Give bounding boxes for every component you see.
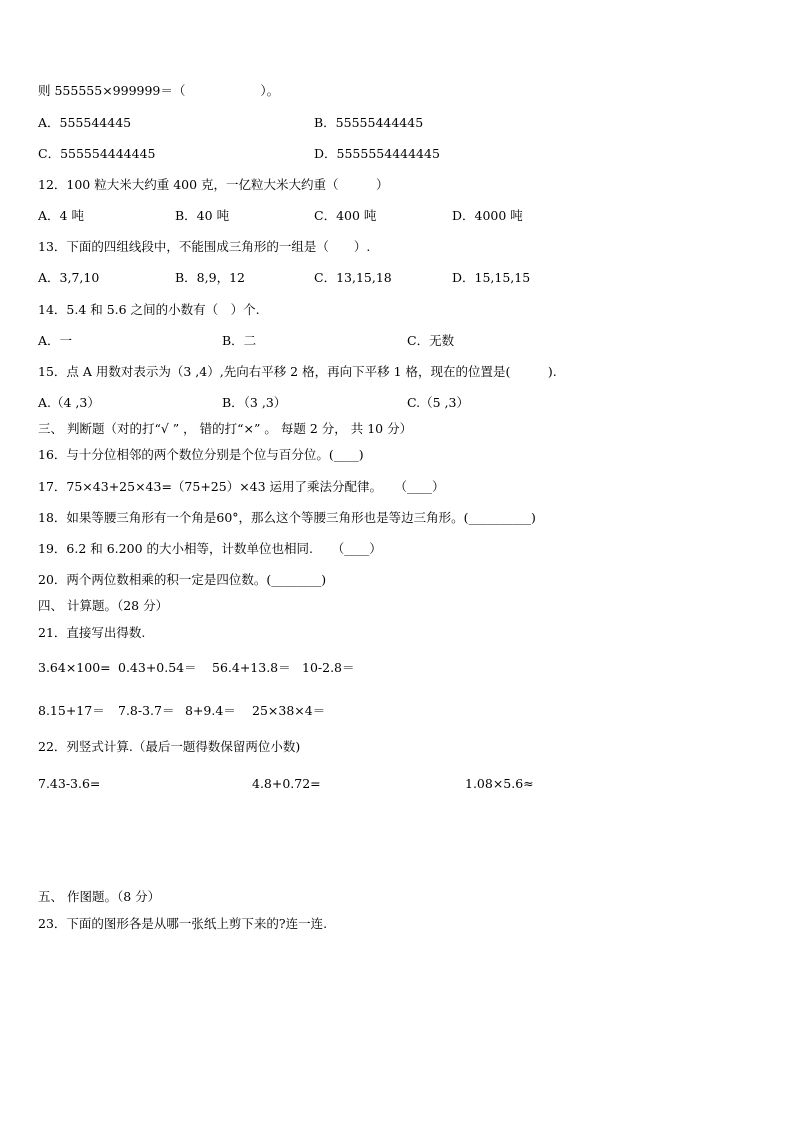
question-11-continuation: 则 555555×999999＝（ ）。	[38, 83, 280, 98]
section-3-heading: 三、 判断题（对的打“√ ” ， 错的打“×” 。 每题 2 分， 共 10 分）	[38, 421, 413, 436]
question-21-stem: 21．直接写出得数.	[38, 625, 146, 640]
question-18: 18．如果等腰三角形有一个角是60°，那么这个等腰三角形也是等边三角形。(__________)	[38, 510, 536, 525]
q11-option-c: C．555554444445	[38, 146, 156, 161]
question-22-stem: 22．列竖式计算.（最后一题得数保留两位小数)	[38, 739, 301, 754]
q12-option-a: A．4 吨	[38, 208, 84, 223]
q22-item: 1.08×5.6≈	[465, 776, 534, 791]
q15-option-c: C.（5 ,3）	[407, 395, 469, 410]
q13-option-c: C．13,15,18	[314, 270, 392, 285]
question-14-stem: 14．5.4 和 5.6 之间的小数有（ ）个.	[38, 302, 260, 317]
q12-option-c: C．400 吨	[314, 208, 377, 223]
q14-option-a: A．一	[38, 333, 73, 348]
q13-option-a: A．3,7,10	[38, 270, 100, 285]
q21-row1-item: 0.43+0.54＝	[118, 660, 197, 675]
q12-option-b: B．40 吨	[175, 208, 230, 223]
q11-option-d: D．5555554444445	[314, 146, 440, 161]
question-15-stem: 15．点 A 用数对表示为（3 ,4）,先向右平移 2 格，再向下平移 1 格，现在的位置是( ).	[38, 364, 557, 379]
q12-option-d: D．4000 吨	[452, 208, 523, 223]
question-16: 16．与十分位相邻的两个数位分别是个位与百分位。(____)	[38, 447, 364, 462]
question-19: 19．6.2 和 6.200 的大小相等，计数单位也相同. （____）	[38, 541, 382, 556]
q21-row1-item: 56.4+13.8＝	[212, 660, 291, 675]
section-5-heading: 五、 作图题。（8 分）	[38, 889, 161, 904]
q14-option-c: C．无数	[407, 333, 455, 348]
section-4-heading: 四、 计算题。（28 分）	[38, 598, 169, 613]
question-13-stem: 13．下面的四组线段中，不能围成三角形的一组是（ ）.	[38, 239, 371, 254]
question-20: 20．两个两位数相乘的积一定是四位数。(________)	[38, 572, 327, 587]
question-17: 17．75×43+25×43=（75+25）×43 运用了乘法分配律。 （____）	[38, 479, 445, 494]
q22-item: 4.8+0.72=	[252, 776, 321, 791]
q21-row2-item: 8.15+17＝	[38, 703, 105, 718]
q21-row1-item: 3.64×100=	[38, 660, 111, 675]
q11-option-b: B．55555444445	[314, 115, 424, 130]
q14-option-b: B．二	[222, 333, 257, 348]
q15-option-b: B．（3 ,3）	[222, 395, 287, 410]
question-12-stem: 12．100 粒大米大约重 400 克，一亿粒大米大约重（ ）	[38, 177, 389, 192]
q21-row1-item: 10-2.8＝	[302, 660, 355, 675]
q13-option-b: B．8,9，12	[175, 270, 245, 285]
question-23-stem: 23．下面的图形各是从哪一张纸上剪下来的?连一连.	[38, 916, 328, 931]
q15-option-a: A.（4 ,3）	[38, 395, 100, 410]
q13-option-d: D．15,15,15	[452, 270, 531, 285]
q21-row2-item: 25×38×4＝	[252, 703, 326, 718]
q21-row2-item: 8+9.4＝	[185, 703, 236, 718]
q22-item: 7.43-3.6=	[38, 776, 101, 791]
q11-option-a: A．555544445	[38, 115, 132, 130]
q21-row2-item: 7.8-3.7＝	[118, 703, 175, 718]
